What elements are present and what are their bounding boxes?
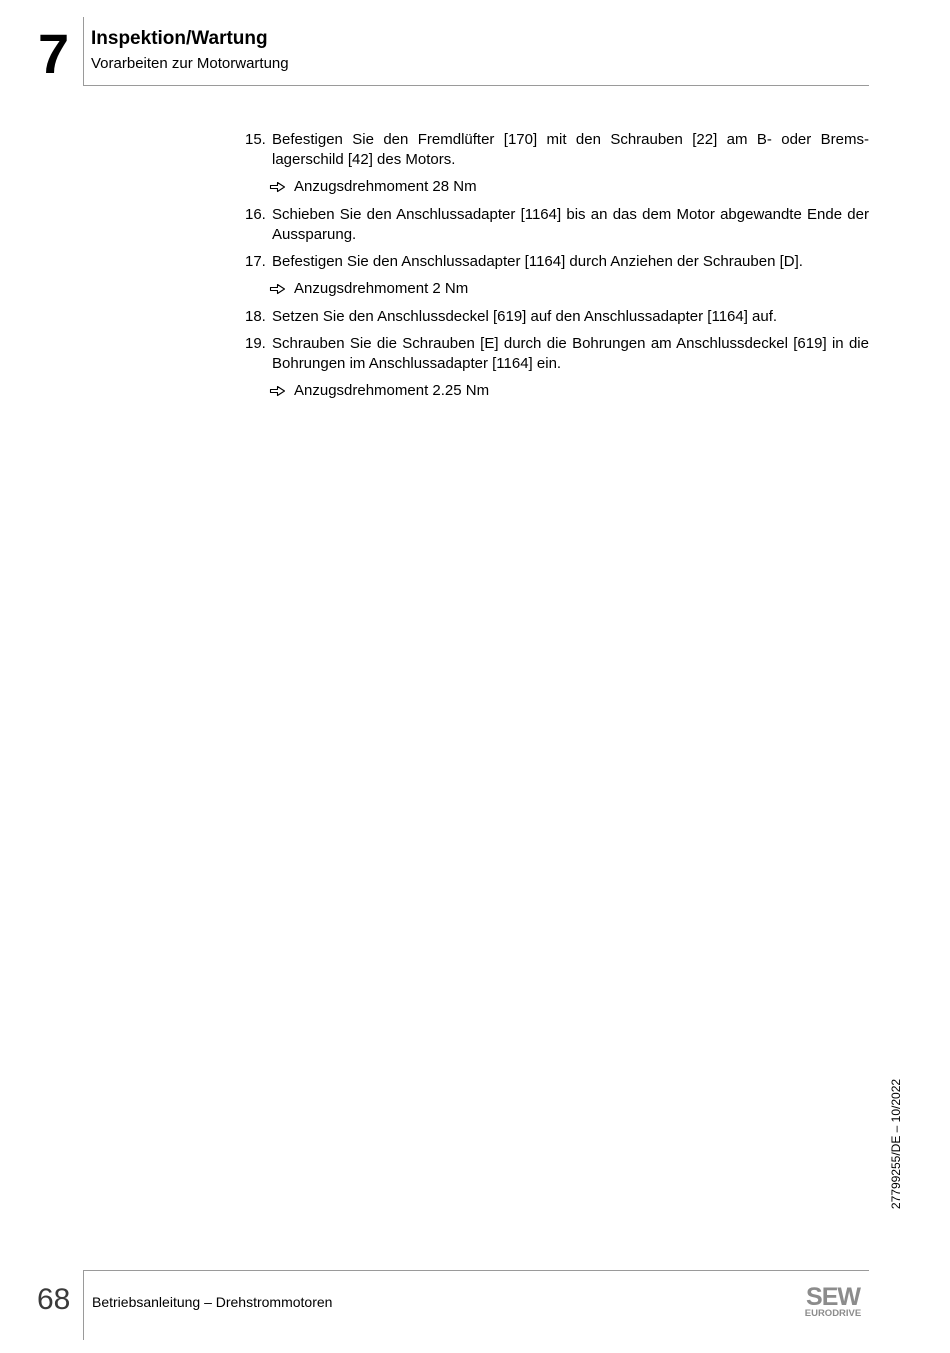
step-18 (245, 307, 869, 327)
right-arrow-outline-icon (269, 181, 287, 193)
result-text: Anzugsdrehmoment 2.25 Nm (294, 382, 490, 399)
step-number: 16. (245, 206, 266, 223)
step-text: Schieben Sie den Anschlussadapter [1164] bis an das dem Motor abgewandte Ende der Aussparung. (272, 206, 869, 243)
step-text: Schrauben Sie die Schrauben [E] durch die Bohrungen am Anschlussdeckel [619] in die Bohrungen im Anschlussadapter [1164] ein. (272, 335, 869, 372)
step-number: 18. (245, 308, 266, 325)
svg-text:SEW: SEW (806, 1284, 860, 1311)
step-text: Befestigen Sie den Anschlussadapter [1164] durch Anziehen der Schrauben [D]. (272, 253, 803, 270)
document-id: 27799255/DE – 10/2022 (889, 1078, 903, 1210)
step-15 (245, 130, 869, 170)
right-arrow-outline-icon (269, 283, 287, 295)
chapter-number: 7 (38, 22, 70, 85)
step-number: 15. (245, 131, 266, 148)
step-result (269, 381, 869, 401)
footer-title: Betriebsanleitung – Drehstrommotoren (92, 1294, 333, 1310)
chapter-title: Inspektion/Wartung (91, 28, 268, 49)
svg-text:EURODRIVE: EURODRIVE (804, 1308, 862, 1319)
sew-eurodrive-logo (795, 1284, 871, 1320)
result-text: Anzugsdrehmoment 2 Nm (294, 280, 469, 297)
header-divider-horizontal (83, 85, 869, 86)
step-number: 17. (245, 253, 266, 270)
step-number: 19. (245, 335, 266, 352)
step-text: Setzen Sie den Anschlussdeckel [619] auf den Anschlussadapter [1164] auf. (272, 308, 778, 325)
footer-divider-vertical (83, 1270, 84, 1340)
section-title: Vorarbeiten zur Motorwartung (91, 55, 289, 72)
page-number: 68 (37, 1283, 71, 1316)
header-divider-vertical (83, 17, 84, 86)
right-arrow-outline-icon (269, 385, 287, 397)
step-text: Befestigen Sie den Fremdlüfter [170] mit den Schrauben [22] am B- oder Bremslagerschild [42] des Motors. (272, 131, 869, 168)
instruction-list (245, 130, 869, 409)
step-16 (245, 205, 869, 245)
step-result (269, 279, 869, 299)
step-17 (245, 252, 869, 272)
footer-divider-horizontal (83, 1270, 869, 1271)
result-text: Anzugsdrehmoment 28 Nm (294, 178, 477, 195)
step-19 (245, 334, 869, 374)
step-result (269, 177, 869, 197)
